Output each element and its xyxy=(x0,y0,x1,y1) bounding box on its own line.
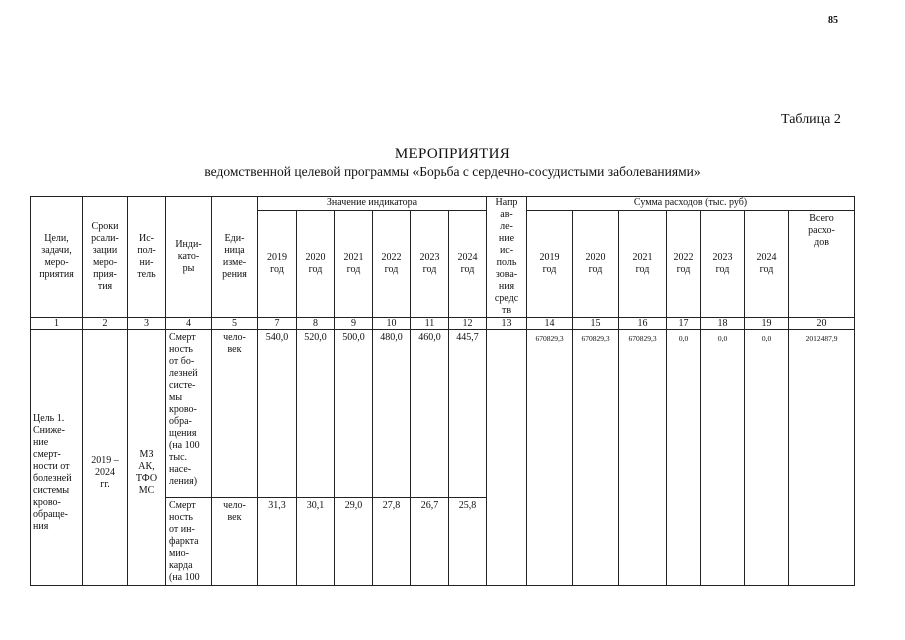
header-indicators: Инди- като- ры xyxy=(166,197,212,318)
unit-cell: чело- век xyxy=(212,498,258,586)
column-number: 9 xyxy=(335,318,373,330)
indicator-value: 445,7 xyxy=(449,330,487,498)
column-number: 14 xyxy=(527,318,573,330)
header-units: Еди- ница изме- рения xyxy=(212,197,258,318)
column-number: 18 xyxy=(701,318,745,330)
header-indicator-year: 2020 год xyxy=(297,210,335,317)
indicator-value: 500,0 xyxy=(335,330,373,498)
column-numbers-row xyxy=(31,318,855,330)
indicator-value: 27,8 xyxy=(373,498,411,586)
column-number: 19 xyxy=(745,318,789,330)
cost-value: 0,0 xyxy=(745,330,789,586)
header-indicator-group: Значение индикатора xyxy=(258,197,487,211)
column-number: 13 xyxy=(487,318,527,330)
cost-value: 0,0 xyxy=(667,330,701,586)
document-subtitle: ведомственной целевой программы «Борьба с сердечно-сосудистыми заболеваниями» xyxy=(204,164,701,179)
header-indicator-year: 2023 год xyxy=(411,210,449,317)
indicator-value: 26,7 xyxy=(411,498,449,586)
document-title: МЕРОПРИЯТИЯ xyxy=(394,146,511,162)
program-table xyxy=(30,196,855,586)
column-number: 4 xyxy=(166,318,212,330)
cost-value: 670829,3 xyxy=(573,330,619,586)
header-goals: Цели, задачи, меро- приятия xyxy=(31,197,83,318)
column-number: 5 xyxy=(212,318,258,330)
header-indicator-year: 2024 год xyxy=(449,210,487,317)
indicator-value: 29,0 xyxy=(335,498,373,586)
indicator-cell: Смерт ность от бо- лезней систе- мы крово- обра- щения (на 100 тыс. насе- ления) xyxy=(166,330,212,498)
cost-value: 0,0 xyxy=(701,330,745,586)
header-cost-year: 2020 год xyxy=(573,210,619,317)
executor-cell: МЗ АК, ТФО МС xyxy=(128,330,166,586)
cost-value: 670829,3 xyxy=(619,330,667,586)
goal-cell: Цель 1. Сниже- ние смерт- ности от болезней системы крово- обраще- ния xyxy=(31,330,83,586)
column-number: 7 xyxy=(258,318,297,330)
header-cost-year: 2023 год xyxy=(701,210,745,317)
column-number: 17 xyxy=(667,318,701,330)
header-cost-year: 2021 год xyxy=(619,210,667,317)
column-number: 12 xyxy=(449,318,487,330)
cost-value: 670829,3 xyxy=(527,330,573,586)
total-value: 2012487,9 xyxy=(789,330,855,586)
header-total: Всего расхо- дов xyxy=(789,210,855,317)
indicator-value: 480,0 xyxy=(373,330,411,498)
column-number: 8 xyxy=(297,318,335,330)
header-terms: Сроки рсали- зации меро- прия- тия xyxy=(83,197,128,318)
column-number: 10 xyxy=(373,318,411,330)
term-cell: 2019 – 2024 гг. xyxy=(83,330,128,586)
indicator-value: 540,0 xyxy=(258,330,297,498)
indicator-value: 460,0 xyxy=(411,330,449,498)
column-number: 16 xyxy=(619,318,667,330)
column-number: 11 xyxy=(411,318,449,330)
indicator-cell: Смерт ность от ин- фаркта мио- карда (на 100 xyxy=(166,498,212,586)
funding-direction-cell xyxy=(487,330,527,586)
column-number: 20 xyxy=(789,318,855,330)
indicator-value: 520,0 xyxy=(297,330,335,498)
header-cost-group: Сумма расходов (тыс. руб) xyxy=(527,197,855,211)
table-label: Таблица 2 xyxy=(781,112,841,127)
column-number: 1 xyxy=(31,318,83,330)
header-cost-year: 2022 год xyxy=(667,210,701,317)
indicator-value: 30,1 xyxy=(297,498,335,586)
indicator-value: 31,3 xyxy=(258,498,297,586)
table-row xyxy=(31,330,855,498)
indicator-value: 25,8 xyxy=(449,498,487,586)
unit-cell: чело- век xyxy=(212,330,258,498)
header-funding-direction: Напр ав- ле- ние ис- поль зова- ния средс тв xyxy=(487,197,527,318)
column-number: 3 xyxy=(128,318,166,330)
column-number: 2 xyxy=(83,318,128,330)
page-number: 85 xyxy=(828,15,838,26)
header-cost-year: 2019 год xyxy=(527,210,573,317)
header-indicator-year: 2022 год xyxy=(373,210,411,317)
header-executor: Ис- пол- ни- тель xyxy=(128,197,166,318)
header-indicator-year: 2021 год xyxy=(335,210,373,317)
header-indicator-year: 2019 год xyxy=(258,210,297,317)
header-cost-year: 2024 год xyxy=(745,210,789,317)
column-number: 15 xyxy=(573,318,619,330)
